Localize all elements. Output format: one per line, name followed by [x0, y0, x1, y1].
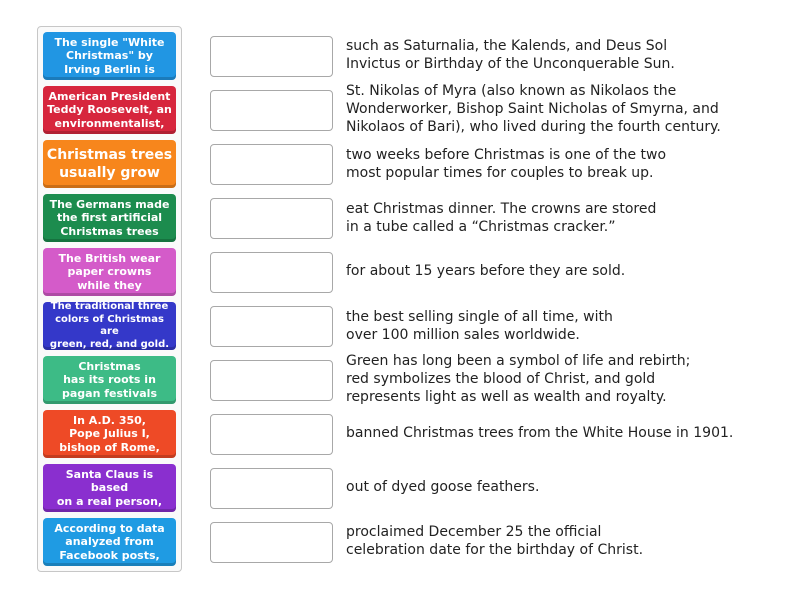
tile-5[interactable] [43, 248, 176, 296]
tile-7[interactable] [43, 356, 176, 404]
tile-label: The traditional three colors of Christmas are green, red, and gold. [49, 301, 170, 350]
tile-label: Christmas has its roots in pagan festivals [62, 359, 157, 400]
drop-slot-3[interactable] [210, 144, 333, 185]
sentence-ending-9: out of dyed goose feathers. [346, 479, 540, 495]
tile-label: The British wear paper crowns while they [58, 251, 161, 292]
sentence-ending-4: eat Christmas dinner. The crowns are stored in a tube called a “Christmas cracker.” [346, 201, 657, 235]
tile-1[interactable] [43, 32, 176, 80]
tile-label: Santa Claus is based on a real person, [56, 467, 163, 508]
sentence-ending-5: for about 15 years before they are sold. [346, 263, 626, 279]
drop-slot-5[interactable] [210, 252, 333, 293]
drop-slot-6[interactable] [210, 306, 333, 347]
drop-slot-7[interactable] [210, 360, 333, 401]
tile-10[interactable] [43, 518, 176, 566]
drop-slot-9[interactable] [210, 468, 333, 509]
tile-4[interactable] [43, 194, 176, 242]
sentence-ending-10: proclaimed December 25 the official celebration date for the birthday of Christ. [346, 524, 644, 558]
tile-2[interactable] [43, 86, 176, 134]
sentence-ending-6: the best selling single of all time, with over 100 million sales worldwide. [346, 309, 613, 343]
tile-8[interactable] [43, 410, 176, 458]
tile-label: According to data analyzed from Facebook posts, [54, 521, 165, 562]
sentence-ending-7: Green has long been a symbol of life and rebirth; red symbolizes the blood of Christ, and gold represents light as well as wealth and royalty. [346, 353, 691, 405]
sentence-ending-1: such as Saturnalia, the Kalends, and Deus Sol Invictus or Birthday of the Unconquerable Sun. [346, 38, 675, 72]
drop-slot-1[interactable] [210, 36, 333, 77]
tile-label: The Germans made the first artificial Christmas trees [49, 197, 170, 238]
sentence-ending-2: St. Nikolas of Myra (also known as Nikolaos the Wonderworker, Bishop Saint Nicholas of Smyrna, and Nikolaos of Bari), who lived during the fourth century. [346, 83, 721, 135]
drop-slot-8[interactable] [210, 414, 333, 455]
tile-label: American President Teddy Roosevelt, an environmentalist, [47, 89, 172, 130]
tile-label: In A.D. 350, Pope Julius I, bishop of Rome, [59, 413, 160, 454]
drop-slot-2[interactable] [210, 90, 333, 131]
sentence-ending-3: two weeks before Christmas is one of the two most popular times for couples to break up. [346, 147, 667, 181]
tile-6[interactable] [43, 302, 176, 350]
drop-slot-4[interactable] [210, 198, 333, 239]
tile-label: Christmas trees usually grow [46, 147, 173, 181]
tile-3[interactable] [43, 140, 176, 188]
drop-slot-10[interactable] [210, 522, 333, 563]
sentence-ending-8: banned Christmas trees from the White House in 1901. [346, 425, 734, 441]
tile-label: The single "White Christmas" by Irving Berlin is [54, 35, 165, 76]
tile-9[interactable] [43, 464, 176, 512]
